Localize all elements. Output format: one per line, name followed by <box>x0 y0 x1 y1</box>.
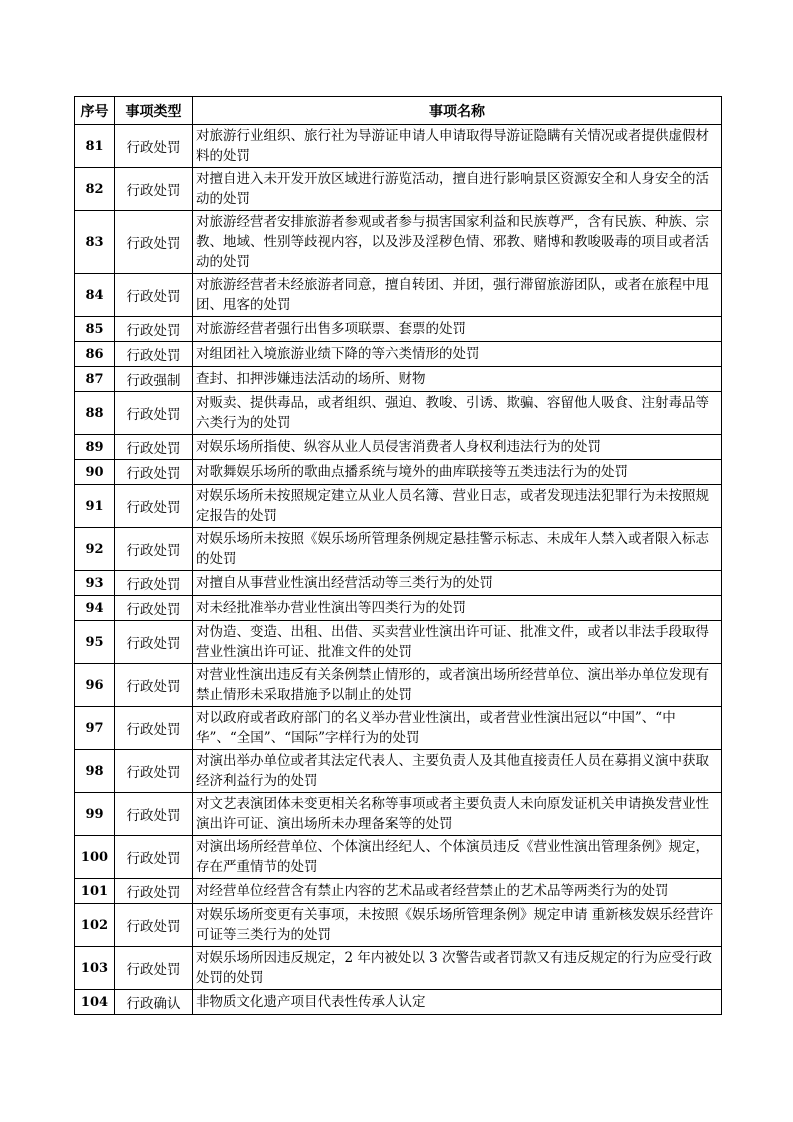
row-no: 86 <box>75 342 115 367</box>
table-row <box>75 342 722 367</box>
row-name: 对娱乐场所指使、纵容从业人员侵害消费者人身权利违法行为的处罚 <box>193 435 722 460</box>
row-type: 行政处罚 <box>115 664 193 707</box>
row-type: 行政处罚 <box>115 571 193 596</box>
table-row <box>75 460 722 485</box>
row-no: 99 <box>75 793 115 836</box>
row-no: 82 <box>75 168 115 211</box>
table-row <box>75 317 722 342</box>
row-type: 行政处罚 <box>115 947 193 990</box>
row-name: 对贩卖、提供毒品，或者组织、强迫、教唆、引诱、欺骗、容留他人吸食、注射毒品等六类行为的处罚 <box>193 392 722 435</box>
row-name: 对擅自进入未开发开放区域进行游览活动，擅自进行影响景区资源安全和人身安全的活动的处罚 <box>193 168 722 211</box>
table-row <box>75 571 722 596</box>
table-row <box>75 664 722 707</box>
row-name: 对伪造、变造、出租、出借、买卖营业性演出许可证、批准文件，或者以非法手段取得营业性演出许可证、批准文件的处罚 <box>193 621 722 664</box>
row-name: 对擅自从事营业性演出经营活动等三类行为的处罚 <box>193 571 722 596</box>
row-name: 对演出场所经营单位、个体演出经纪人、个体演员违反《营业性演出管理条例》规定，存在严重情节的处罚 <box>193 836 722 879</box>
row-name: 非物质文化遗产项目代表性传承人认定 <box>193 990 722 1015</box>
row-name: 对旅游经营者未经旅游者同意，擅自转团、并团，强行滞留旅游团队，或者在旅程中甩团、甩客的处罚 <box>193 274 722 317</box>
row-no: 81 <box>75 125 115 168</box>
header-type: 事项类型 <box>115 97 193 125</box>
table-row <box>75 707 722 750</box>
row-type: 行政处罚 <box>115 317 193 342</box>
row-no: 87 <box>75 367 115 392</box>
document-page <box>74 96 721 1015</box>
row-type: 行政处罚 <box>115 904 193 947</box>
row-name: 对娱乐场所因违反规定，2 年内被处以 3 次警告或者罚款又有违反规定的行为应受行政处罚的处罚 <box>193 947 722 990</box>
row-type: 行政处罚 <box>115 621 193 664</box>
row-no: 93 <box>75 571 115 596</box>
row-name: 对娱乐场所变更有关事项，未按照《娱乐场所管理条例》规定申请 重新核发娱乐经营许可证等三类行为的处罚 <box>193 904 722 947</box>
table-row <box>75 596 722 621</box>
row-no: 90 <box>75 460 115 485</box>
row-type: 行政处罚 <box>115 596 193 621</box>
table-row <box>75 990 722 1015</box>
row-no: 100 <box>75 836 115 879</box>
table-row <box>75 750 722 793</box>
table-row <box>75 836 722 879</box>
row-type: 行政强制 <box>115 367 193 392</box>
row-type: 行政处罚 <box>115 793 193 836</box>
row-name: 对旅游经营者安排旅游者参观或者参与损害国家利益和民族尊严，含有民族、种族、宗教、地域、性别等歧视内容，以及涉及淫秽色情、邪教、赌博和教唆吸毒的项目或者活动的处罚 <box>193 211 722 274</box>
row-type: 行政处罚 <box>115 836 193 879</box>
row-no: 85 <box>75 317 115 342</box>
row-no: 103 <box>75 947 115 990</box>
row-no: 96 <box>75 664 115 707</box>
row-no: 95 <box>75 621 115 664</box>
table-row <box>75 168 722 211</box>
row-no: 94 <box>75 596 115 621</box>
row-name: 对组团社入境旅游业绩下降的等六类情形的处罚 <box>193 342 722 367</box>
row-no: 98 <box>75 750 115 793</box>
row-type: 行政处罚 <box>115 125 193 168</box>
row-name: 对演出举办单位或者其法定代表人、主要负责人及其他直接责任人员在募捐义演中获取经济利益行为的处罚 <box>193 750 722 793</box>
row-no: 88 <box>75 392 115 435</box>
table-row <box>75 367 722 392</box>
row-no: 84 <box>75 274 115 317</box>
table-row <box>75 793 722 836</box>
row-name: 对未经批准举办营业性演出等四类行为的处罚 <box>193 596 722 621</box>
table-row <box>75 125 722 168</box>
row-type: 行政处罚 <box>115 707 193 750</box>
row-name: 对娱乐场所未按照《娱乐场所管理条例规定悬挂警示标志、未成年人禁入或者限入标志的处罚 <box>193 528 722 571</box>
row-type: 行政处罚 <box>115 274 193 317</box>
row-type: 行政处罚 <box>115 435 193 460</box>
table-row <box>75 621 722 664</box>
row-no: 104 <box>75 990 115 1015</box>
row-type: 行政处罚 <box>115 342 193 367</box>
row-no: 83 <box>75 211 115 274</box>
row-name: 对营业性演出违反有关条例禁止情形的，或者演出场所经营单位、演出举办单位发现有禁止情形未采取措施予以制止的处罚 <box>193 664 722 707</box>
table-row <box>75 879 722 904</box>
table-row <box>75 211 722 274</box>
table-row <box>75 947 722 990</box>
row-name: 对旅游经营者强行出售多项联票、套票的处罚 <box>193 317 722 342</box>
header-name: 事项名称 <box>193 97 722 125</box>
table-row <box>75 904 722 947</box>
row-no: 101 <box>75 879 115 904</box>
row-type: 行政处罚 <box>115 485 193 528</box>
row-name: 对文艺表演团体未变更相关名称等事项或者主要负责人未向原发证机关申请换发营业性演出许可证、演出场所未办理备案等的处罚 <box>193 793 722 836</box>
row-type: 行政处罚 <box>115 168 193 211</box>
table-header-row <box>75 97 722 125</box>
row-no: 89 <box>75 435 115 460</box>
table-row <box>75 392 722 435</box>
header-no: 序号 <box>75 97 115 125</box>
table-row <box>75 435 722 460</box>
table-row <box>75 274 722 317</box>
row-type: 行政处罚 <box>115 879 193 904</box>
row-type: 行政处罚 <box>115 750 193 793</box>
row-type: 行政确认 <box>115 990 193 1015</box>
row-type: 行政处罚 <box>115 528 193 571</box>
row-type: 行政处罚 <box>115 211 193 274</box>
row-no: 102 <box>75 904 115 947</box>
row-no: 97 <box>75 707 115 750</box>
row-no: 91 <box>75 485 115 528</box>
table-row <box>75 485 722 528</box>
row-name: 对以政府或者政府部门的名义举办营业性演出，或者营业性演出冠以“中国”、“中华”、“全国”、“国际”字样行为的处罚 <box>193 707 722 750</box>
row-type: 行政处罚 <box>115 392 193 435</box>
row-name: 对娱乐场所未按照规定建立从业人员名簿、营业日志，或者发现违法犯罪行为未按照规定报告的处罚 <box>193 485 722 528</box>
row-name: 对歌舞娱乐场所的歌曲点播系统与境外的曲库联接等五类违法行为的处罚 <box>193 460 722 485</box>
table-row <box>75 528 722 571</box>
items-table <box>74 96 722 1015</box>
row-name: 查封、扣押涉嫌违法活动的场所、财物 <box>193 367 722 392</box>
row-no: 92 <box>75 528 115 571</box>
row-name: 对旅游行业组织、旅行社为导游证申请人申请取得导游证隐瞒有关情况或者提供虚假材料的处罚 <box>193 125 722 168</box>
row-name: 对经营单位经营含有禁止内容的艺术品或者经营禁止的艺术品等两类行为的处罚 <box>193 879 722 904</box>
row-type: 行政处罚 <box>115 460 193 485</box>
